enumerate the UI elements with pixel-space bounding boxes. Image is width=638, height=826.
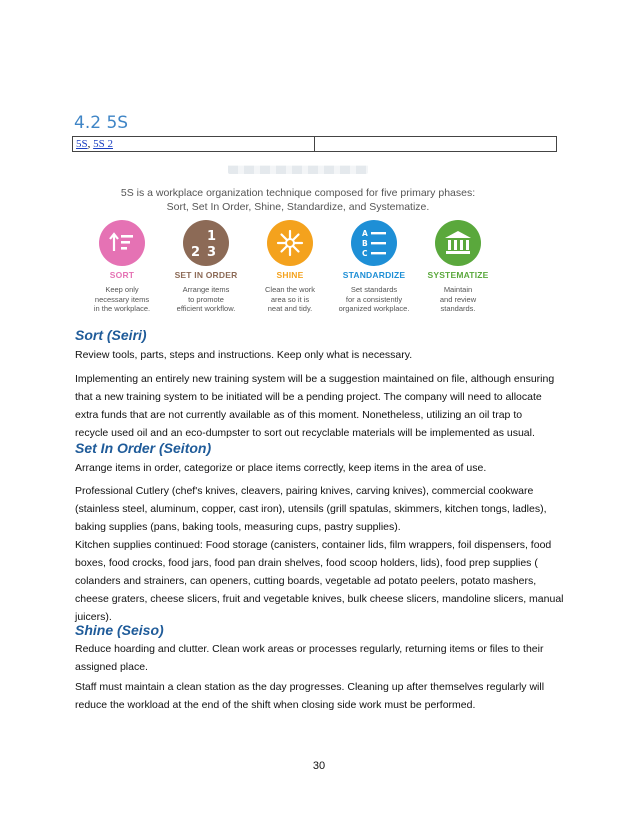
text-line: recycle used oil and an eco-dumpster to sort out recyclable materials will be implemented as usual.	[75, 427, 535, 439]
set-in-order-para-2	[75, 482, 565, 536]
shine-para-1	[75, 640, 565, 676]
sort-para-1	[75, 346, 565, 364]
phase-label: SORT	[109, 270, 135, 280]
desc-line: organized workplace.	[338, 304, 410, 313]
numbers-icon	[183, 220, 229, 266]
text-line: Review tools, parts, steps and instructions. Keep only what is necessary.	[75, 349, 413, 361]
links-cell	[73, 137, 315, 152]
text-line: (stainless steel, aluminum, copper, cast iron), utensils (grill spatulas, skimmers, kitchen tongs, ladles),	[75, 503, 547, 515]
text-line: colanders and strainers, can openers, cutting boards, vegetable ad potato peelers, potato mashers,	[75, 575, 537, 587]
phase-sort	[78, 220, 166, 314]
desc-line: necessary items	[94, 294, 150, 304]
phase-desc	[246, 285, 334, 314]
svg-text:2: 2	[191, 245, 201, 259]
text-line: extra funds that are not currently available as of this moment. Nonetheless, utilizing an oil trap to	[75, 409, 523, 421]
set-in-order-para-3	[75, 536, 565, 626]
text-line: Implementing an entirely new training system will be a suggestion maintained on file, although ensuring	[75, 373, 555, 385]
svg-text:A: A	[362, 229, 368, 238]
phase-shine	[246, 220, 334, 314]
phase-standardize	[330, 220, 418, 314]
sort-para-2	[75, 370, 565, 442]
text-line: baking supplies (pans, baking tools, measuring cups, pastry supplies).	[75, 521, 401, 533]
desc-line: Arrange items	[182, 285, 230, 294]
set-in-order-para-1	[75, 459, 565, 477]
link-5s-2[interactable]: 5S 2	[93, 138, 113, 150]
svg-text:C: C	[362, 249, 368, 258]
set-in-order-heading: Set In Order (Seiton)	[75, 440, 212, 456]
text-line: that a new training system to be initiated will be a pending project. The company will need to allocate	[75, 391, 542, 403]
sort-icon	[99, 220, 145, 266]
desc-line: to promote	[188, 294, 224, 304]
text-line: cheese graters, cheese slicers, fruit and vegetable knives, bulk cheese slicers, mandoline slicers, manual	[75, 593, 564, 605]
intro-line: Sort, Set In Order, Shine, Standardize, and Systematize.	[166, 201, 430, 213]
list-icon	[351, 220, 397, 266]
desc-line: Keep only	[105, 285, 139, 294]
phase-label: STANDARDIZE	[342, 270, 406, 280]
page-number: 30	[312, 760, 326, 772]
shine-para-2	[75, 678, 565, 714]
desc-line: Set standards	[350, 285, 398, 294]
infographic-intro	[78, 186, 518, 214]
phase-set-in-order	[162, 220, 250, 314]
svg-text:3: 3	[207, 245, 217, 259]
phase-label: SET IN ORDER	[174, 270, 238, 280]
text-line: boxes, food crocks, food jars, food pan drain shelves, food scoop holders, lids), food prep supplies (	[75, 557, 538, 569]
desc-line: efficient workflow.	[176, 304, 236, 313]
desc-line: in the workplace.	[93, 304, 151, 313]
infographic-title-fragment	[228, 160, 368, 174]
shine-heading: Shine (Seiso)	[75, 622, 164, 638]
phase-desc	[78, 285, 166, 314]
text-line: assigned place.	[75, 661, 148, 673]
text-line: Arrange items in order, categorize or place items correctly, keep items in the area of use.	[75, 462, 487, 474]
5s-infographic	[78, 152, 518, 317]
svg-text:B: B	[362, 239, 368, 248]
text-line: Kitchen supplies continued: Food storage (canisters, container lids, film wrappers, foil dispensers, food	[75, 539, 552, 551]
section-heading: 4.2 5S	[74, 113, 129, 133]
phase-label: SHINE	[276, 270, 304, 280]
desc-line: for a consistently	[345, 294, 403, 304]
phase-desc	[330, 285, 418, 314]
desc-line: area so it is	[270, 294, 310, 304]
phase-systematize	[414, 220, 502, 314]
link-5s[interactable]: 5S	[76, 138, 88, 150]
intro-line: 5S is a workplace organization technique composed for five primary phases:	[120, 187, 476, 199]
links-table	[72, 136, 557, 152]
desc-line: Clean the work	[264, 285, 316, 294]
text-line: Professional Cutlery (chef's knives, cleavers, pairing knives, carving knives), commercial cookware	[75, 485, 534, 497]
text-line: Staff must maintain a clean station as the day progresses. Cleaning up after themselves regularly will	[75, 681, 545, 693]
link-separator: ,	[87, 138, 94, 150]
text-line: Reduce hoarding and clutter. Clean work areas or processes regularly, returning items or files to their	[75, 643, 544, 655]
building-icon	[435, 220, 481, 266]
sparkle-icon	[267, 220, 313, 266]
svg-text:1: 1	[207, 229, 217, 244]
phase-desc	[414, 285, 502, 314]
desc-line: and review	[439, 294, 477, 304]
desc-line: Maintain	[443, 285, 473, 294]
empty-cell	[315, 137, 557, 152]
desc-line: neat and tidy.	[267, 304, 313, 313]
desc-line: standards.	[440, 304, 476, 313]
phase-desc	[162, 285, 250, 314]
text-line: juicers).	[75, 611, 112, 623]
text-line: reduce the workload at the end of the shift when closing side work must be performed.	[75, 699, 476, 711]
sort-heading: Sort (Seiri)	[75, 327, 147, 343]
phase-label: SYSTEMATIZE	[427, 270, 489, 280]
